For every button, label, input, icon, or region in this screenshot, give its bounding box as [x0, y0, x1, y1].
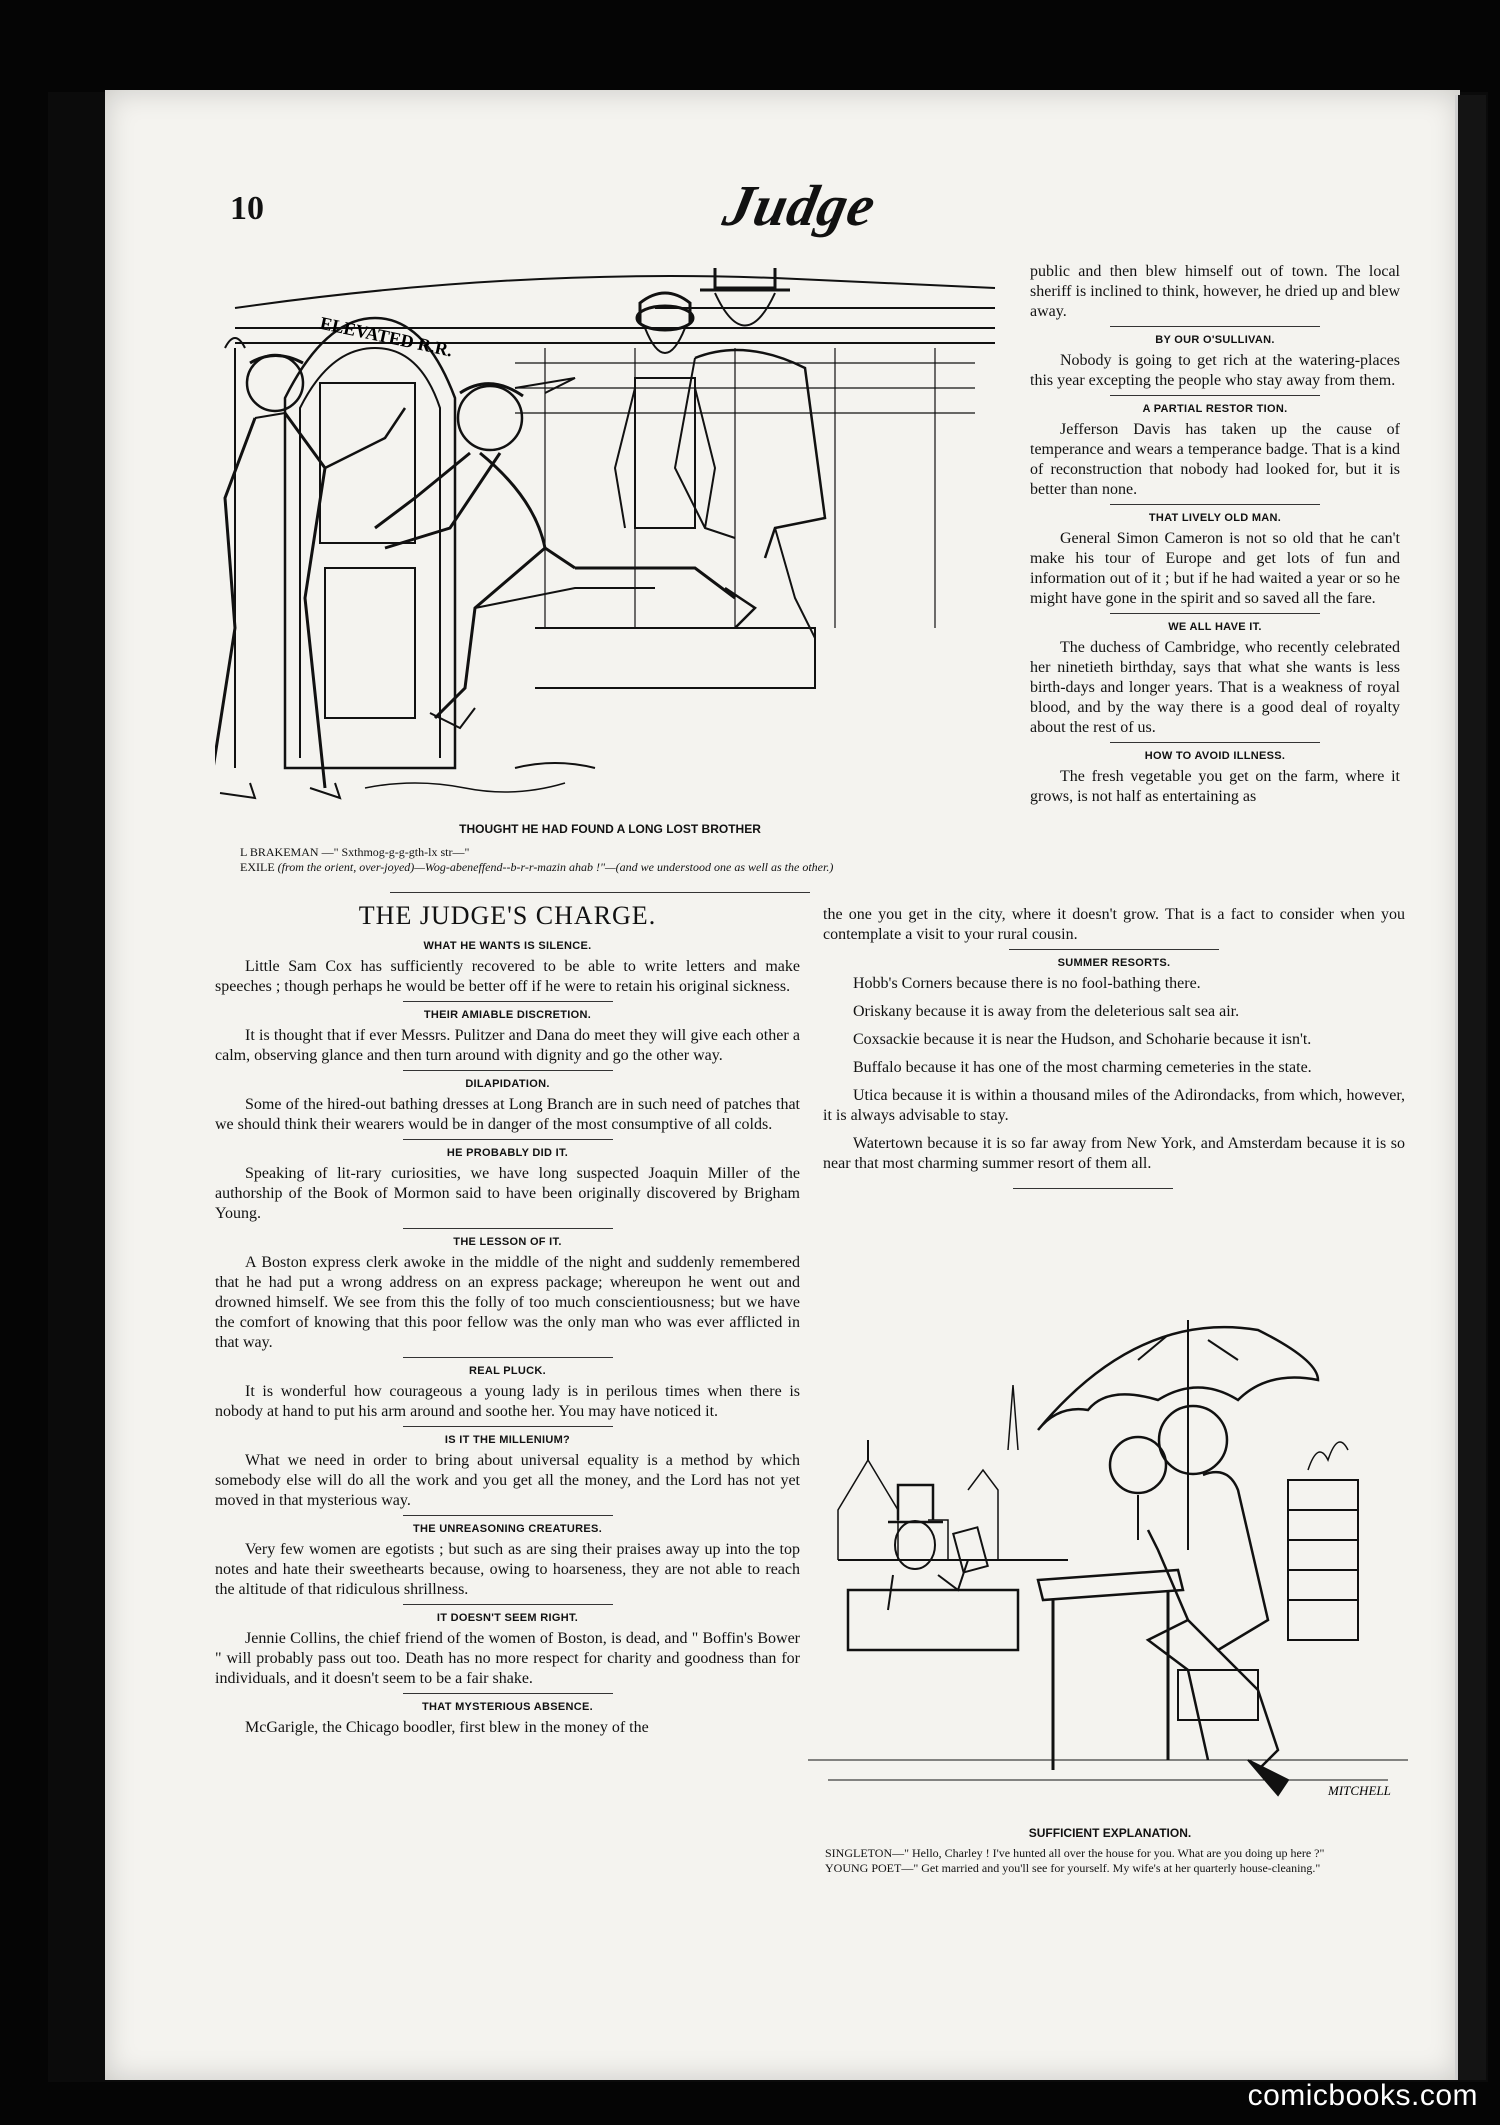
divider	[403, 1357, 613, 1358]
article-heading: BY OUR O'SULLIVAN.	[1155, 334, 1275, 346]
judges-charge-title: THE JUDGE'S CHARGE.	[358, 901, 657, 930]
section-rule	[390, 892, 810, 893]
divider	[403, 1139, 613, 1140]
cartoon1-line-2: (from the orient, over-joyed)—Wog-abeneffend--b-r-r-mazin ahab !"—(and we understood one as well as the other.)	[277, 860, 834, 874]
article-heading: HOW TO AVOID ILLNESS.	[1144, 750, 1286, 762]
cartoon1-dialogue	[240, 845, 1030, 875]
article-heading: THAT MYSTERIOUS ABSENCE.	[422, 1701, 593, 1713]
article-heading: WE ALL HAVE IT.	[1168, 621, 1262, 633]
article-text: Little Sam Cox has sufficiently recovered to be able to write letters and make speeches ; though perhaps he would be better off if he were to retain his original sickness.	[215, 958, 800, 995]
elevated-rr-sign: ELEVATED R.R.	[318, 312, 455, 361]
article-text: Nobody is going to get rich at the watering-places this year excepting the people who stay away from them.	[1030, 352, 1400, 389]
article-text: McGarigle, the Chicago boodler, first blew in the money of the	[245, 1719, 649, 1736]
divider	[403, 1001, 613, 1002]
cartoon2-speaker-1: SINGLETON	[825, 1846, 893, 1860]
right-top-column	[1030, 262, 1400, 809]
cartoon2-caption: SUFFICIENT EXPLANATION.	[1028, 1826, 1192, 1840]
divider	[1110, 504, 1320, 505]
cartoon2-line-1: —" Hello, Charley ! I've hunted all over the house for you. What are you doing up here ?"	[892, 1846, 1325, 1860]
divider	[1013, 1188, 1173, 1189]
article-heading: SUMMER RESORTS.	[1057, 957, 1171, 969]
divider	[403, 1426, 613, 1427]
cartoon1-line-1: —" Sxthmog-g-g-gth-lx str—"	[321, 845, 470, 859]
article-text: Jefferson Davis has taken up the cause of temperance and wears a temperance badge. That is a kind of reconstruction that nobody had looked for, but it is better than none.	[1030, 421, 1400, 498]
article-text: It is wonderful how courageous a young lady is in perilous times when there is nobody at hand to put his arm around and soothe her. You may have noticed it.	[215, 1383, 800, 1420]
article-heading: THE LESSON OF IT.	[453, 1236, 562, 1248]
watermark-text: comicbooks.com	[1247, 2079, 1478, 2112]
divider	[1110, 326, 1320, 327]
article-heading: IS IT THE MILLENIUM?	[444, 1434, 571, 1446]
judges-charge-column	[215, 900, 800, 1740]
article-text: General Simon Cameron is not so old that he can't make his tour of Europe and get lots of fun and information out of it ; but if he had waited a year or so he might have gone in the spirit and so saved all the fare.	[1030, 530, 1400, 607]
article-text: The fresh vegetable you get on the farm, where it grows, is not half as entertaining as	[1030, 768, 1400, 805]
vegetable-continuation: the one you get in the city, where it doesn't grow. That is a fact to consider when you contemplate a visit to your rural cousin.	[823, 906, 1405, 943]
divider	[403, 1070, 613, 1071]
cartoon1-speaker-2: EXILE	[240, 860, 275, 874]
article-heading: DILAPIDATION.	[465, 1078, 550, 1090]
artist-signature: MITCHELL	[1328, 1783, 1391, 1798]
divider	[403, 1228, 613, 1229]
right-top-intro: public and then blew himself out of town. The local sheriff is inclined to think, however, he dried up and blew away.	[1030, 263, 1400, 320]
article-heading: A PARTIAL RESTOR TION.	[1142, 403, 1288, 415]
summer-resorts-column	[823, 905, 1405, 1189]
article-text: Some of the hired-out bathing dresses at Long Branch are in such need of patches that we should think their wearers would be in danger of the most consumptive of all colds.	[215, 1096, 800, 1133]
article-heading: THAT LIVELY OLD MAN.	[1148, 512, 1282, 524]
article-heading: HE PROBABLY DID IT.	[446, 1147, 569, 1159]
article-heading: IT DOESN'T SEEM RIGHT.	[436, 1612, 579, 1624]
article-text: Jennie Collins, the chief friend of the women of Boston, is dead, and " Boffin's Bower " will probably pass out too. Death has no more respect for charity and goodness than for individuals, and it doesn't seem to be a fair shake.	[215, 1630, 800, 1687]
cartoon2-line-2: —" Get married and you'll see for yourself. My wife's at her quarterly house-cleaning."	[901, 1861, 1321, 1875]
article-text: Very few women are egotists ; but such as are sing their praises away up into the top notes and hate their sweethearts because, owing to hoarseness, they are not able to reach the altitude of that ridiculous shrillness.	[215, 1541, 800, 1598]
article-text: A Boston express clerk awoke in the middle of the night and suddenly remembered that he had put a wrong address on an express package; whereupon he went out and drowned himself. We see from this the folly of too much conscientiousness; but we have the comfort of knowing that this poor fellow was the only man who was ever afflicted in that way.	[215, 1254, 800, 1351]
illustration-elevated-railroad	[215, 268, 1005, 808]
page-spine-edge	[1455, 95, 1486, 2080]
divider	[1110, 613, 1320, 614]
divider	[403, 1693, 613, 1694]
article-text: Speaking of lit-rary curiosities, we have long suspected Joaquin Miller of the authorship of the Book of Mormon said to have been originally discovered by Brigham Young.	[215, 1165, 800, 1222]
cartoon1-caption: THOUGHT HE HAD FOUND A LONG LOST BROTHER	[459, 822, 761, 836]
divider	[1110, 742, 1320, 743]
page-number: 10	[230, 190, 264, 227]
resort-item: Hobb's Corners because there is no fool-bathing there.	[853, 975, 1201, 992]
divider	[1110, 395, 1320, 396]
article-text: What we need in order to bring about universal equality is a method by which somebody else will do all the work and you get all the money, and the Lord has not yet moved in that mysterious way.	[215, 1452, 800, 1509]
masthead-judge: Judge	[718, 173, 882, 238]
article-heading: THE UNREASONING CREATURES.	[412, 1523, 603, 1535]
cartoon1-speaker-1: L BRAKEMAN	[240, 845, 319, 859]
article-text: It is thought that if ever Messrs. Pulitzer and Dana do meet they will give each other a calm, observing glance and then turn around with dignity and go the other way.	[215, 1027, 800, 1064]
article-text: The duchess of Cambridge, who recently celebrated her ninetieth birthday, says that what she wants is less birth-days and longer years. That is a weakness of royal blood, and by the way there is a good deal of royalty about the rest of us.	[1030, 639, 1400, 736]
cartoon2-dialogue	[825, 1846, 1410, 1876]
article-heading: WHAT HE WANTS IS SILENCE.	[423, 940, 592, 952]
divider	[1009, 949, 1219, 950]
resort-item: Oriskany because it is away from the deleterious salt sea air.	[853, 1003, 1240, 1020]
resort-item: Coxsackie because it is near the Hudson, and Schoharie because it isn't.	[853, 1031, 1312, 1048]
article-heading: THEIR AMIABLE DISCRETION.	[423, 1009, 592, 1021]
divider	[403, 1515, 613, 1516]
article-heading: REAL PLUCK.	[468, 1365, 547, 1377]
cartoon2-speaker-2: YOUNG POET	[825, 1861, 902, 1875]
divider	[403, 1604, 613, 1605]
resort-item: Buffalo because it has one of the most charming cemeteries in the state.	[853, 1059, 1312, 1076]
illustration-rooftop-poet	[808, 1290, 1408, 1820]
resort-item: Utica because it is within a thousand miles of the Adirondacks, from which, however, it is always advisable to stay.	[823, 1087, 1405, 1124]
resort-item: Watertown because it is so far away from New York, and Amsterdam because it is so near that most charming summer resort of them all.	[823, 1135, 1405, 1172]
